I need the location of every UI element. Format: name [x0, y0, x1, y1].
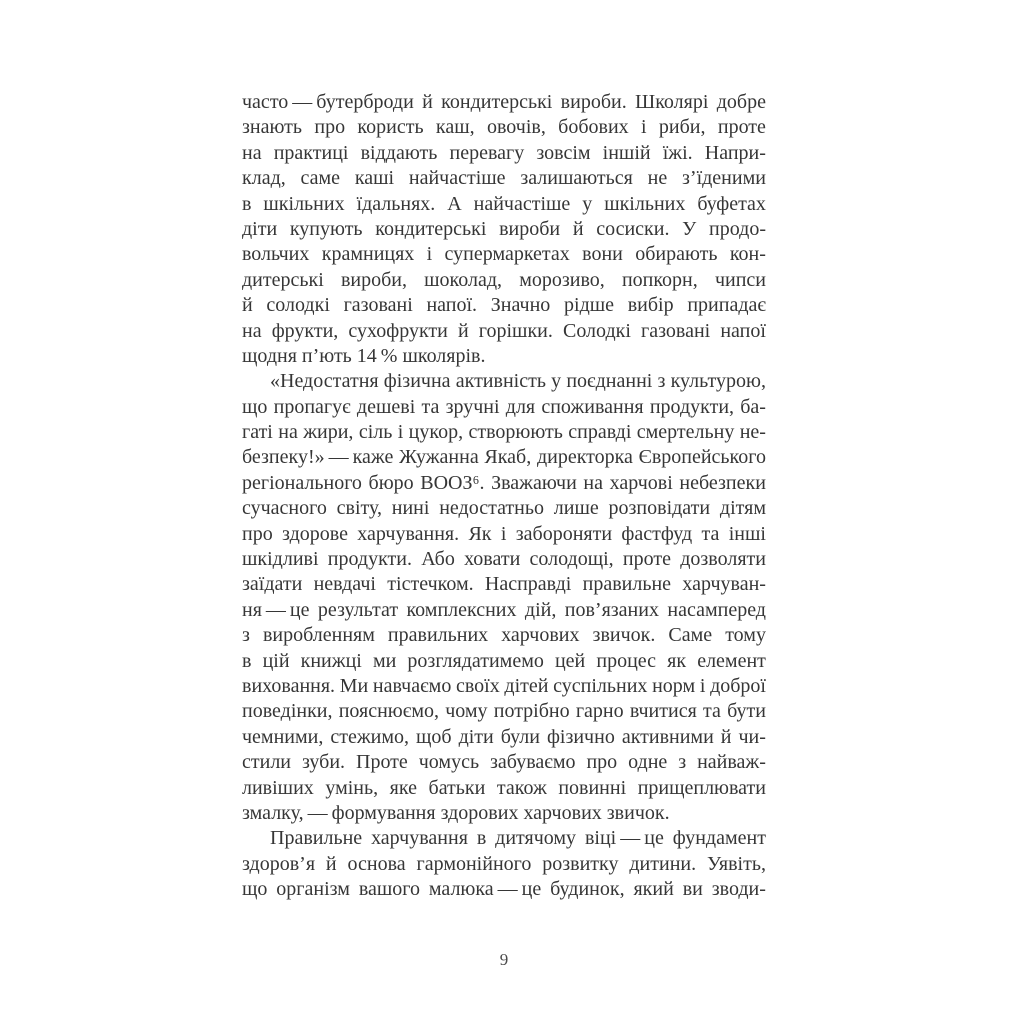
word: щоб	[416, 725, 452, 748]
word: забуваємо	[490, 751, 576, 774]
word: часто — бутерброди	[242, 91, 414, 113]
text-line	[242, 217, 766, 242]
word: та	[701, 522, 720, 545]
word: харчування.	[357, 522, 460, 545]
word: шоколад,	[424, 268, 503, 291]
word: з’їденими	[682, 167, 766, 190]
word: напої	[720, 319, 766, 342]
word: чипси	[714, 268, 766, 291]
word: не	[647, 167, 668, 190]
word: саме	[300, 167, 341, 190]
word: дітей	[504, 674, 549, 697]
text-line	[242, 445, 766, 470]
word: каші	[354, 167, 395, 190]
word: ливіших	[242, 776, 314, 799]
word: в	[242, 192, 252, 215]
text-line	[242, 674, 766, 699]
word: повинні	[558, 776, 627, 799]
word: директорка	[536, 446, 633, 469]
word: продукти,	[649, 395, 735, 418]
word: знають	[242, 116, 303, 139]
word: чемними,	[242, 725, 324, 748]
word: створюють	[468, 421, 563, 444]
word: іншій	[602, 141, 651, 164]
word: фундамент	[672, 827, 766, 850]
word: Проте	[356, 751, 408, 774]
word: вибір	[627, 294, 674, 317]
word: фізична	[383, 370, 451, 393]
text-line	[242, 496, 766, 521]
word: продо-	[709, 217, 766, 240]
text-line	[242, 598, 766, 623]
word: також	[496, 776, 547, 799]
word: активними	[621, 725, 714, 748]
word: гаті	[242, 421, 273, 444]
word: здоров’я	[242, 852, 316, 875]
paragraph	[242, 90, 766, 369]
word: зводи-	[711, 878, 766, 901]
word: й	[720, 725, 732, 748]
text-line	[242, 293, 766, 318]
word: пов’язаних	[564, 598, 659, 621]
word: вони	[582, 243, 623, 266]
word: сосиски.	[596, 217, 670, 240]
word: про	[242, 522, 273, 545]
word: фізично	[546, 725, 615, 748]
word: розглядатимемо	[407, 649, 544, 672]
word: поєднанні	[566, 370, 653, 393]
text-line	[242, 877, 766, 902]
word: зуби.	[301, 751, 346, 774]
word: клад,	[242, 167, 286, 190]
word: були	[500, 725, 540, 748]
word: норм	[652, 674, 696, 697]
word: газовані	[641, 319, 711, 342]
word: виховання.	[242, 674, 336, 697]
word: й	[242, 294, 253, 317]
word: ня — це	[242, 598, 310, 621]
word: небезпеки	[679, 471, 766, 494]
word: нині	[391, 497, 430, 520]
word: дитини.	[629, 852, 697, 875]
word: харчуван-	[682, 573, 766, 596]
word: потрібно	[493, 700, 570, 723]
word: в	[476, 827, 487, 850]
word: споживання	[541, 395, 644, 418]
word: практиці	[273, 141, 349, 164]
text-line	[242, 522, 766, 547]
word: жири,	[303, 421, 354, 444]
word: заїдати	[242, 573, 303, 596]
text-line	[242, 725, 766, 750]
word: проте	[717, 116, 766, 139]
word: будинок,	[550, 878, 625, 901]
word: солодощі,	[529, 548, 614, 571]
word: дитячому	[495, 827, 577, 850]
word: з	[242, 624, 250, 647]
word: з	[678, 751, 687, 774]
word: солодкі	[266, 294, 330, 317]
word: напої.	[426, 294, 478, 317]
word: горішки.	[478, 319, 553, 342]
word: розвитку	[542, 852, 619, 875]
word: сіль	[358, 421, 393, 444]
word: стежимо,	[330, 725, 410, 748]
word: навчаємо	[372, 674, 452, 697]
word: кон-	[729, 243, 766, 266]
word: для	[505, 395, 536, 418]
word: дитерські	[242, 268, 324, 291]
word: сухофрукти	[348, 319, 448, 342]
word: що	[242, 395, 268, 418]
word: як	[667, 649, 687, 672]
text-line	[242, 699, 766, 724]
word: Жужанна	[399, 446, 479, 469]
word: «Недостатня	[270, 370, 379, 393]
word: залишаються	[520, 167, 633, 190]
word: У	[682, 217, 697, 240]
word: буфетах	[697, 192, 766, 215]
word: суспільних	[553, 674, 648, 697]
word: діти	[458, 725, 494, 748]
word: правильних	[387, 624, 489, 647]
word: малюка — це	[428, 878, 542, 901]
paragraph	[242, 826, 766, 902]
word: бобових	[558, 116, 629, 139]
word: Правильне	[270, 827, 363, 850]
word: шкільних	[604, 192, 686, 215]
text-line	[242, 826, 766, 851]
word: і	[641, 116, 647, 139]
word: вироби.	[560, 91, 627, 113]
word: інші	[728, 522, 766, 545]
word: їжі.	[662, 141, 693, 164]
text-line	[242, 547, 766, 572]
word: світу,	[336, 497, 382, 520]
word: елемент	[697, 649, 766, 672]
word: бюро	[368, 471, 414, 494]
word: дозволяти	[680, 548, 766, 571]
text-line	[242, 192, 766, 217]
word: ви	[682, 878, 703, 901]
word: найчастіше	[408, 167, 506, 190]
word: недостатньо	[439, 497, 544, 520]
text-line	[242, 471, 766, 496]
word: чому	[445, 700, 488, 723]
word: пояснюємо,	[338, 700, 439, 723]
word: ВООЗ⁶.	[420, 471, 485, 494]
word: одне	[628, 751, 668, 774]
word: пропагує	[273, 395, 351, 418]
word: з	[657, 370, 666, 393]
word: поведінки,	[242, 700, 333, 723]
word: ховати	[464, 548, 521, 571]
word: овочів,	[486, 116, 546, 139]
word: насамперед	[667, 598, 766, 621]
word: на	[242, 319, 262, 342]
word: забороняти	[515, 522, 613, 545]
word: основа	[347, 852, 406, 875]
word: не-	[739, 421, 766, 444]
word: рідше	[564, 294, 615, 317]
word: харчових	[501, 624, 580, 647]
word: Насправді	[484, 573, 572, 596]
word: Зважаючи	[491, 471, 577, 494]
word: в	[242, 649, 252, 672]
word: про	[314, 116, 346, 139]
word: доброї	[710, 674, 766, 697]
word: який	[633, 878, 674, 901]
word: газовані	[343, 294, 413, 317]
word: дій,	[524, 598, 557, 621]
word: і	[699, 674, 706, 697]
word: організм	[276, 878, 350, 901]
word: звичок.	[592, 624, 656, 647]
word: Значно	[490, 294, 551, 317]
word: Уявіть,	[707, 852, 766, 875]
word: що	[242, 878, 268, 901]
word: А	[447, 192, 462, 215]
text-line	[242, 623, 766, 648]
text-block	[242, 90, 766, 903]
paragraph	[242, 369, 766, 826]
word: і	[426, 243, 433, 266]
word: й	[572, 217, 584, 240]
word: ми	[372, 649, 397, 672]
word: вольчих	[242, 243, 310, 266]
word: яке	[389, 776, 417, 799]
word: комплексних	[406, 598, 517, 621]
text-line	[242, 750, 766, 775]
word: стили	[242, 751, 292, 774]
word: лише	[553, 497, 599, 520]
word: й	[457, 319, 469, 342]
word: гармонійного	[416, 852, 532, 875]
word: віці — це	[584, 827, 664, 850]
text-line	[242, 649, 766, 674]
word: вашого	[358, 878, 420, 901]
word: у	[551, 370, 562, 393]
word: вироби,	[340, 268, 407, 291]
word: припадає	[687, 294, 766, 317]
word: Європейського	[638, 446, 766, 469]
word: справді	[568, 421, 632, 444]
word: цукор,	[408, 421, 464, 444]
word: фастфуд	[621, 522, 693, 545]
word: вчитися	[629, 700, 697, 723]
word: Ми	[339, 674, 369, 697]
word: риби,	[658, 116, 706, 139]
word: дітям	[719, 497, 766, 520]
word: користь	[357, 116, 424, 139]
word: морозиво,	[519, 268, 605, 291]
word: цей	[554, 649, 586, 672]
word: проте	[622, 548, 671, 571]
word: чомусь	[418, 751, 480, 774]
word: результат	[317, 598, 399, 621]
word: й	[325, 852, 337, 875]
word: на	[278, 421, 298, 444]
word: каш,	[435, 116, 475, 139]
word: фрукти,	[271, 319, 339, 342]
word: умінь,	[325, 776, 379, 799]
word: бути	[727, 700, 766, 723]
page-number: 9	[499, 950, 509, 969]
word: супермаркетах	[444, 243, 570, 266]
word: у	[582, 192, 593, 215]
text-line	[242, 166, 766, 191]
word: батьки	[428, 776, 486, 799]
word: Солодкі	[562, 319, 631, 342]
word: розповідати	[608, 497, 711, 520]
word: зручні	[445, 395, 500, 418]
word: вироби	[499, 217, 561, 240]
text-line	[242, 242, 766, 267]
text-line	[242, 572, 766, 597]
word: культурою,	[670, 370, 766, 393]
text-line	[242, 852, 766, 877]
word: найваж-	[697, 751, 766, 774]
word: дешеві	[356, 395, 416, 418]
word: своїх	[456, 674, 500, 697]
word: попкорн,	[621, 268, 698, 291]
word: й	[422, 91, 433, 113]
word: процес	[596, 649, 657, 672]
word: кондитерські	[441, 91, 553, 113]
text-line	[242, 395, 766, 420]
word: прищеплювати	[637, 776, 766, 799]
word: регіонального	[242, 471, 362, 494]
word: виробленням	[262, 624, 375, 647]
word: книжці	[300, 649, 362, 672]
word: продукти.	[327, 548, 412, 571]
word: невдачі	[313, 573, 376, 596]
word: чи-	[738, 725, 766, 748]
word: харчування	[371, 827, 468, 850]
word: ба-	[740, 395, 766, 418]
word: про	[586, 751, 618, 774]
word: Або	[421, 548, 455, 571]
text-line	[242, 420, 766, 445]
text-line	[242, 90, 766, 115]
word: безпеку!» — каже	[242, 446, 394, 469]
word: на	[583, 471, 603, 494]
text-line	[242, 115, 766, 140]
text-line	[242, 319, 766, 344]
word: шкідливі	[242, 548, 319, 571]
word: Школярі	[635, 91, 709, 113]
word: добре	[716, 91, 766, 113]
word: їдальнях.	[356, 192, 436, 215]
word: Напри-	[704, 141, 766, 164]
word: активність	[455, 370, 546, 393]
word: та	[702, 700, 721, 723]
word: найчастіше	[473, 192, 571, 215]
word: і	[397, 421, 404, 444]
text-line: щодня п’ють 14 % школярів.	[242, 344, 486, 367]
word: сучасного	[242, 497, 327, 520]
word: шкільних	[263, 192, 345, 215]
word: харчові	[609, 471, 673, 494]
word: здорове	[282, 522, 348, 545]
word: Як	[468, 522, 492, 545]
word: тому	[725, 624, 766, 647]
word: кондитерські	[375, 217, 487, 240]
word: Якаб,	[484, 446, 532, 469]
word: тістечком.	[387, 573, 474, 596]
word: та	[421, 395, 440, 418]
word: гарно	[575, 700, 624, 723]
word: правильне	[582, 573, 672, 596]
word: цій	[262, 649, 290, 672]
word: обирають	[635, 243, 718, 266]
word: діти	[242, 217, 278, 240]
text-line	[242, 776, 766, 801]
word: купують	[289, 217, 363, 240]
text-line	[242, 268, 766, 293]
word: і	[500, 522, 507, 545]
word: смертельну	[636, 421, 735, 444]
text-line	[242, 141, 766, 166]
word: віддають	[360, 141, 438, 164]
text-line	[242, 369, 766, 394]
word: зовсім	[536, 141, 591, 164]
text-line: змалку, — формування здорових харчових звичок.	[242, 801, 670, 824]
word: на	[242, 141, 262, 164]
word: Саме	[668, 624, 713, 647]
word: перевагу	[449, 141, 525, 164]
word: крамницях	[321, 243, 415, 266]
